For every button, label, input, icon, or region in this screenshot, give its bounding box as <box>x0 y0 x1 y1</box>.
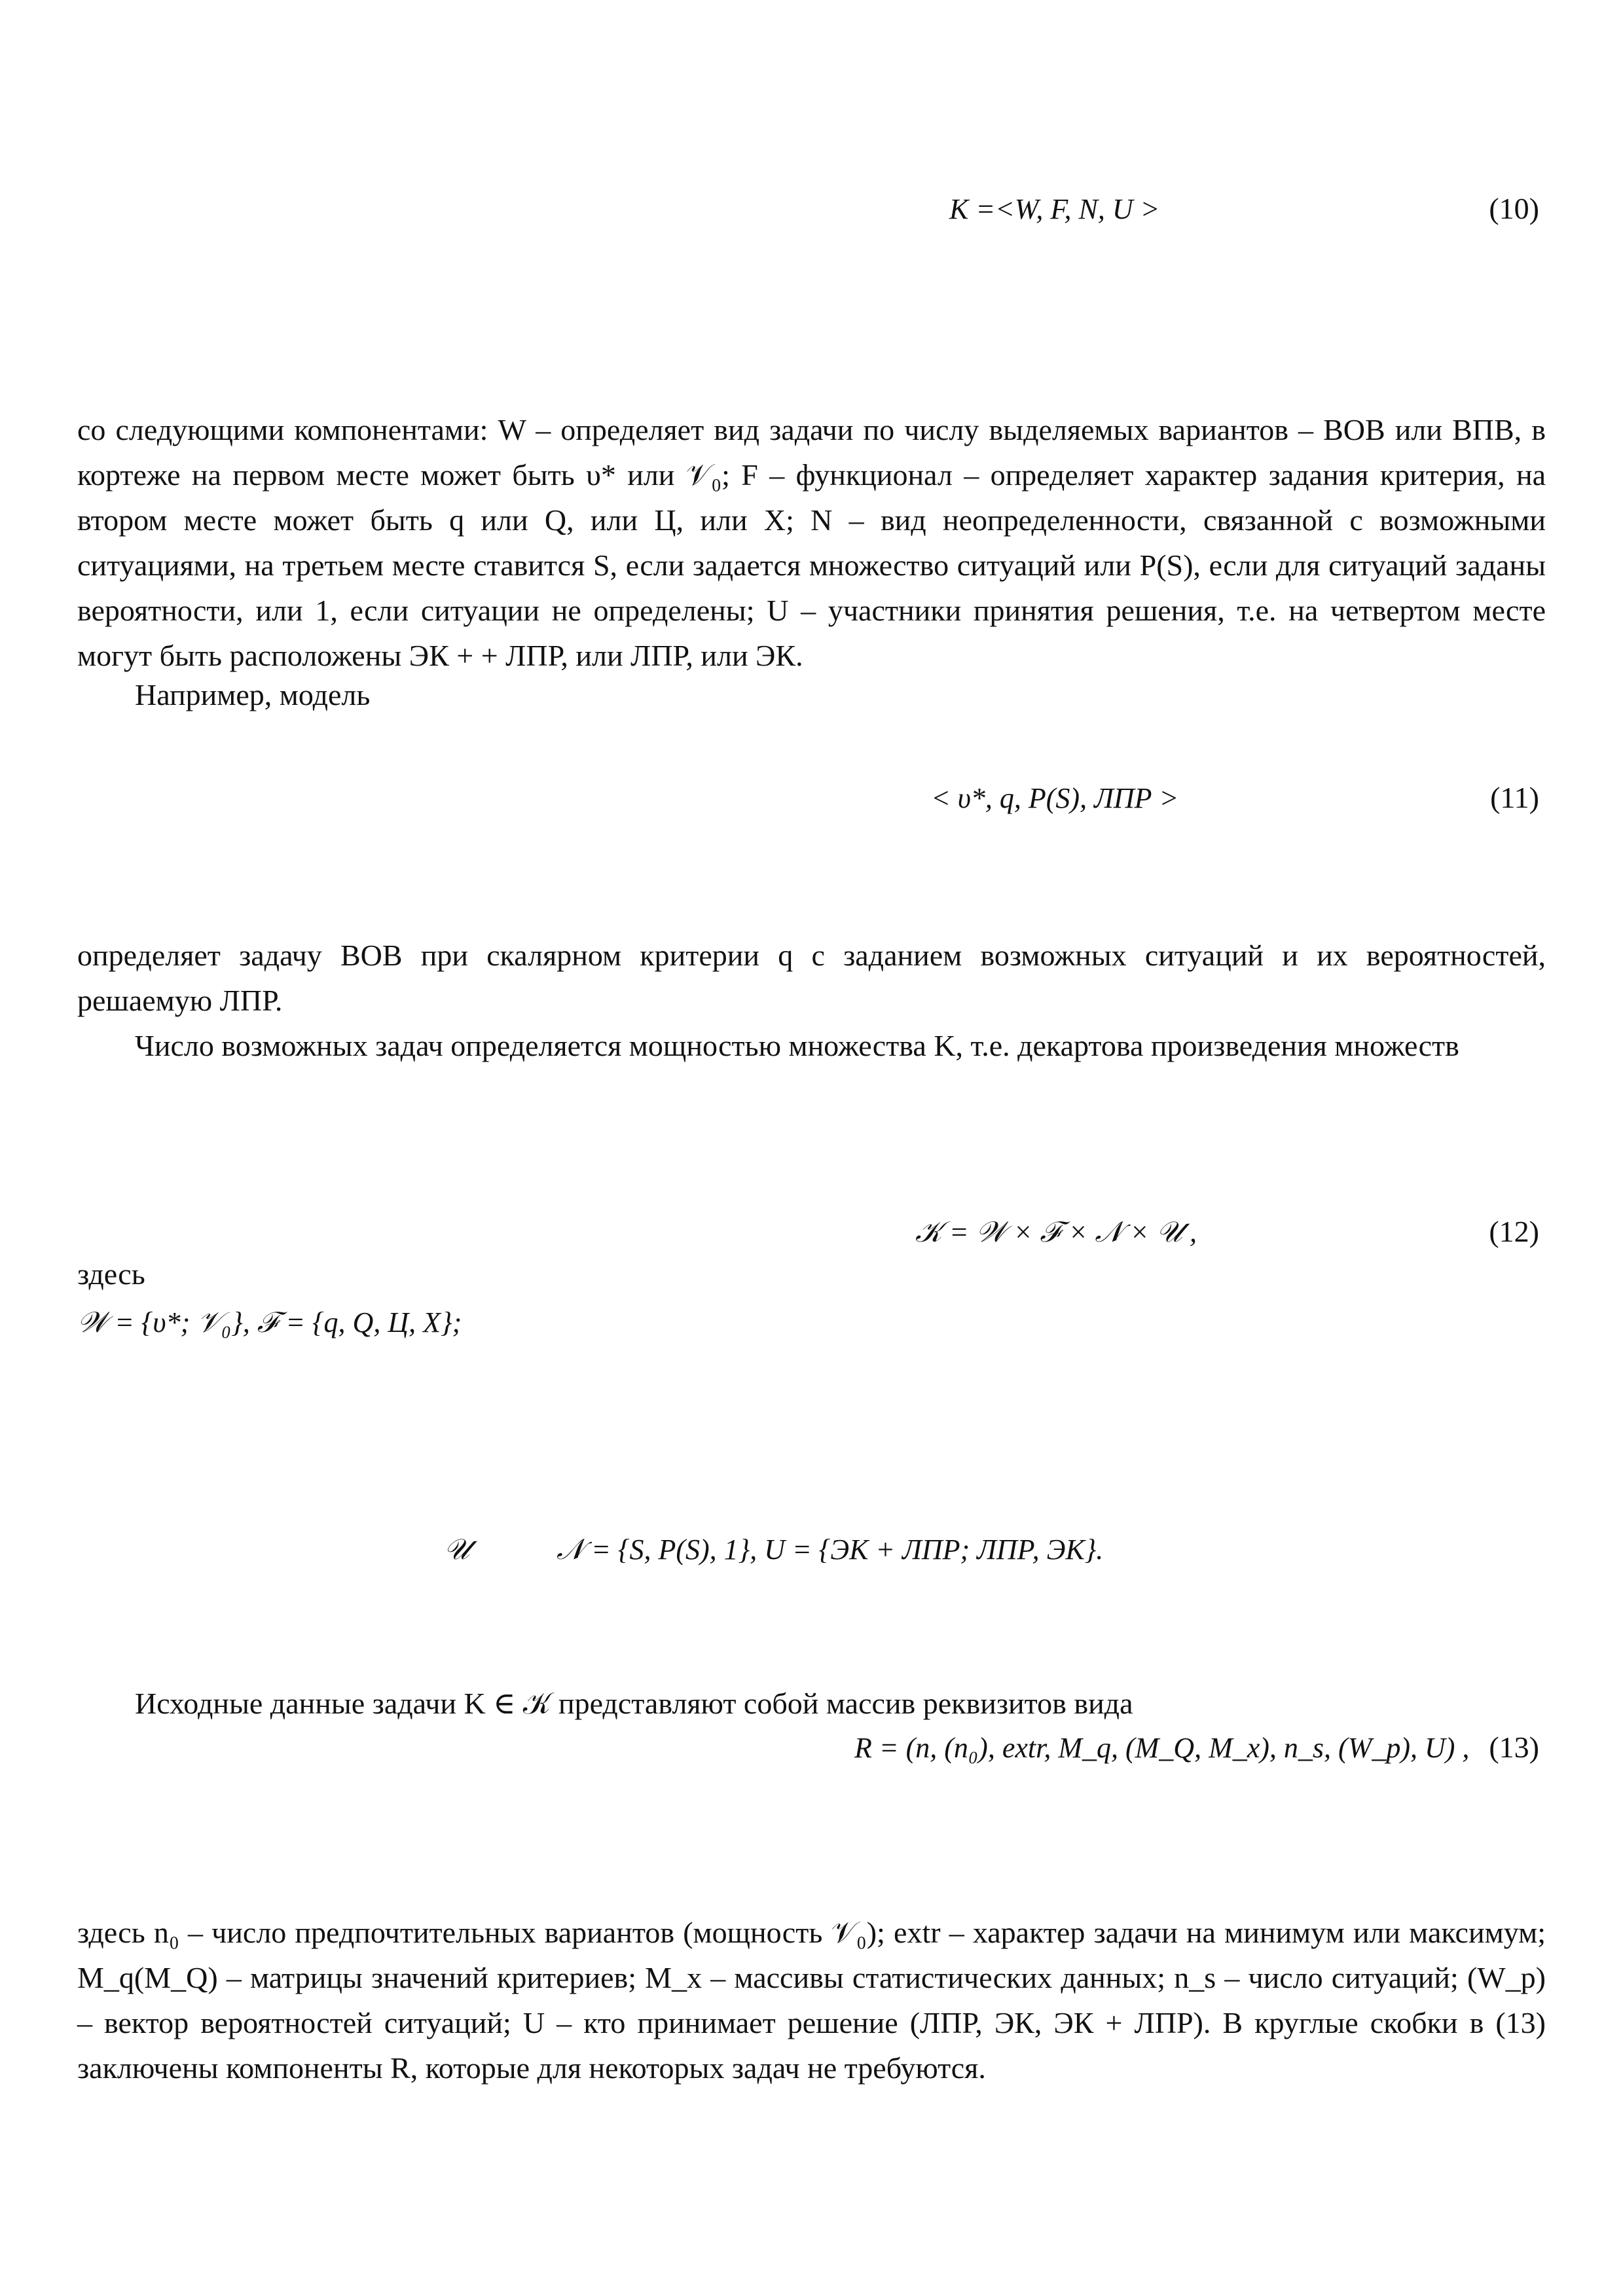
sets-n-u: 𝒩 = {S, P(S), 1}, U = {ЭК + ЛПР; ЛПР, ЭК}. <box>556 1534 1104 1566</box>
paragraph-definition: определяет задачу ВОВ при скалярном критерии q с заданием возможных ситуаций и их вероятностей, решаемую ЛПР. <box>77 939 1546 1017</box>
equation-11: < υ*, q, P(S), ЛПР > <box>931 782 1179 814</box>
paragraph-components: со следующими компонентами: W – определяет вид задачи по числу выделяемых вариантов – ВОВ или ВПВ, в кортеже на первом месте может быть υ* или 𝒱₀; F – функционал – определяет характер задания критерия, на втором месте может быть q или Q, или Ц, или X; N – вид неопределенности, связанной с возможными ситуациями, на третьем месте ставится S, если задается множество ситуаций или P(S), если для ситуаций заданы вероятности, или 1, если ситуации не определены; U – участники принятия решения, т.е. на четвертом месте могут быть расположены ЭК + + ЛПР, или ЛПР, или ЭК. <box>77 413 1546 672</box>
equation-10: K =<W, F, N, U > <box>949 193 1160 225</box>
paragraph-input-data: Исходные данные задачи K ∈ 𝒦 представляют собой массив реквизитов вида <box>135 1687 1133 1720</box>
equation-12-number: (12) <box>1489 1215 1539 1248</box>
paragraph-count: Число возможных задач определяется мощностью множества K, т.е. декартова произведения множеств <box>135 1029 1459 1062</box>
u-label: 𝒰 <box>444 1534 470 1566</box>
sets-w-f: 𝒲 = {υ*; 𝒱₀}, ℱ = {q, Q, Ц, X}; <box>77 1306 462 1338</box>
equation-13: R = (n, (n₀), extr, M_q, (M_Q, M_x), n_s, (W_p), U) , <box>854 1732 1470 1764</box>
paragraph-here: здесь <box>77 1257 145 1291</box>
equation-12: 𝒦 = 𝒲 × ℱ × 𝒩 × 𝒰 , <box>915 1216 1197 1248</box>
equation-11-number: (11) <box>1490 781 1539 814</box>
equation-13-number: (13) <box>1489 1731 1539 1764</box>
paragraph-example: Например, модель <box>135 678 371 711</box>
paragraph-requisites: здесь n₀ – число предпочтительных вариантов (мощность 𝒱₀); extr – характер задачи на минимум или максимум; M_q(M_Q) – матрицы значений критериев; M_x – массивы статистических данных; n_s – число ситуаций; (W_p) – вектор вероятностей ситуаций; U – кто принимает решение (ЛПР, ЭК, ЭК + ЛПР). В круглые скобки в (13) заключены компоненты R, которые для некоторых задач не требуются. <box>77 1916 1546 2085</box>
equation-10-number: (10) <box>1489 192 1539 225</box>
